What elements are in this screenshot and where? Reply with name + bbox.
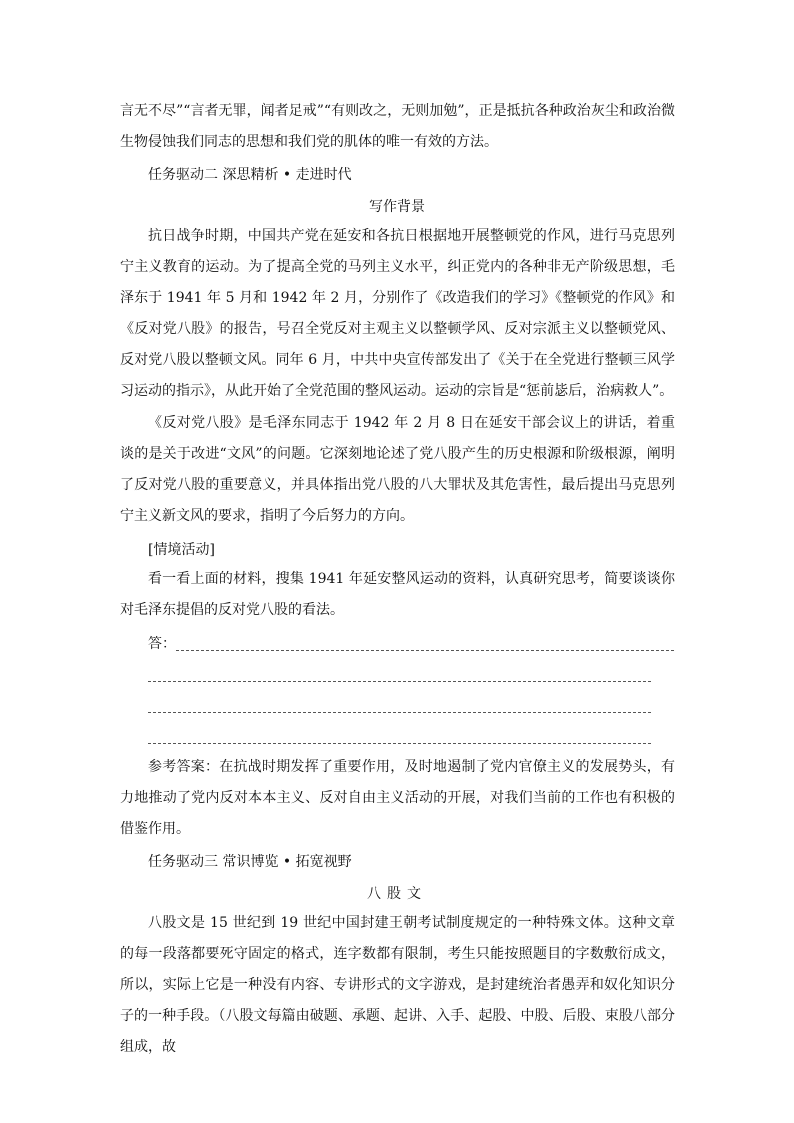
answer-line-3[interactable] <box>148 712 651 713</box>
eight-legged-essay-paragraph: 八股文是 15 世纪到 19 世纪中国封建王朝考试制度规定的一种特殊文体。这种文章的每一段落都要死守固定的格式，连字数都有限制，考生只能按照题目的字数敷衍成文，所以，实际上它是一种没有内容、专讲形式的文字游戏，是封建统治者愚弄和奴化知识分子的一种手段。（八股文每篇由破题、承题、起讲、入手、起股、中股、后股、束股八部分组成，故 <box>120 915 675 1055</box>
reference-answer: 参考答案：在抗战时期发挥了重要作用，及时地遏制了党内官僚主义的发展势头，有力地推动了党内反对本本主义、反对自由主义活动的开展，对我们当前的工作也有积极的借鉴作用。 <box>120 759 675 837</box>
activity-text: 看一看上面的材料，搜集 1941 年延安整风运动的资料，认真研究思考，简要谈谈你对毛泽东提倡的反对党八股的看法。 <box>120 571 675 618</box>
background-paragraph-2: 《反对党八股》是毛泽东同志于 1942 年 2 月 8 日在延安干部会议上的讲话，着重谈的是关于改进“文风”的问题。它深刻地论述了党八股产生的历史根源和阶级根源，阐明了反对党八股的重要意义，并具体指出党八股的八大罪状及其危害性，最后提出马克思列宁主义新文风的要求，指明了今后努力的方向。 <box>120 415 675 524</box>
answer-line-4[interactable] <box>148 743 651 744</box>
answer-label: 答： <box>148 636 176 652</box>
task3-heading: 任务驱动三 常识博览 • 拓宽视野 <box>148 854 352 870</box>
top-paragraph: 言无不尽”“言者无罪，闻者足戒”“有则改之，无则加勉”，正是抵抗各种政治灰尘和政治微生物侵蚀我们同志的思想和我们党的肌体的唯一有效的方法。 <box>120 103 675 150</box>
background-paragraph-1: 抗日战争时期，中国共产党在延安和各抗日根据地开展整顿党的作风，进行马克思列宁主义教育的运动。为了提高全党的马列主义水平，纠正党内的各种非无产阶级思想，毛泽东于 1941 年 5 月和 1942 年 2 月，分别作了《改造我们的学习》《整顿党的作风》和《反对党八股》的报告，号召全党反对主观主义以整顿学风、反对宗派主义以整顿党风、反对党八股以整顿文风。同年 6 月，中共中央宣传部发出了《关于在全党进行整顿三风学习运动的指示》，从此开始了全党范围的整风运动。运动的宗旨是“惩前毖后，治病救人”。 <box>120 228 675 399</box>
answer-line-1[interactable] <box>176 650 674 651</box>
answer-line-2[interactable] <box>148 681 651 682</box>
task3-title: 八股文 <box>367 886 427 902</box>
task2-heading: 任务驱动二 深思精析 • 走进时代 <box>148 167 352 183</box>
task2-title: 写作背景 <box>369 199 425 215</box>
activity-label: [情境活动] <box>148 542 215 558</box>
